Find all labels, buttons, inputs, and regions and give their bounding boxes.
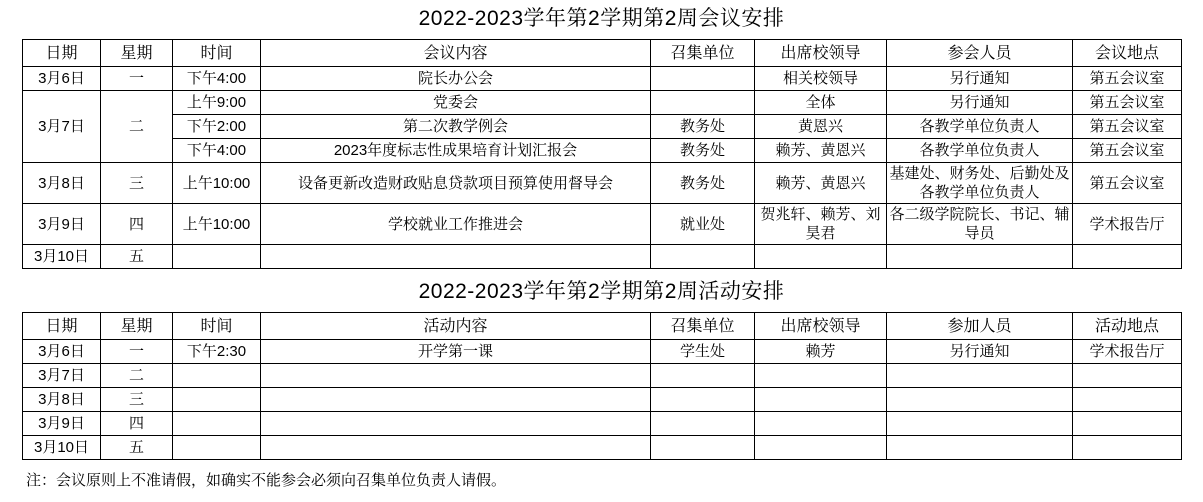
- cell-leaders: [755, 364, 887, 388]
- cell-date: 3月9日: [23, 412, 101, 436]
- table-row: [23, 340, 1182, 364]
- column-header-participants: 参会人员: [887, 40, 1073, 67]
- cell-location: [1073, 364, 1182, 388]
- column-header-time: 时间: [173, 40, 261, 67]
- cell-leaders: [755, 436, 887, 460]
- cell-content: [261, 436, 651, 460]
- cell-organizer: [651, 67, 755, 91]
- cell-date: 3月8日: [23, 163, 101, 204]
- cell-leaders: 全体: [755, 91, 887, 115]
- cell-content: [261, 412, 651, 436]
- cell-leaders: [755, 388, 887, 412]
- column-header-location: 会议地点: [1073, 40, 1182, 67]
- cell-participants: [887, 412, 1073, 436]
- cell-organizer: [651, 436, 755, 460]
- cell-location: 第五会议室: [1073, 163, 1182, 204]
- cell-date: 3月10日: [23, 436, 101, 460]
- column-header-organizer: 召集单位: [651, 40, 755, 67]
- table-row: [23, 91, 1182, 115]
- column-header-date: 日期: [23, 40, 101, 67]
- cell-leaders: [755, 412, 887, 436]
- cell-weekday: 四: [101, 412, 173, 436]
- cell-location: 第五会议室: [1073, 91, 1182, 115]
- cell-time: [173, 436, 261, 460]
- column-header-participants: 参加人员: [887, 313, 1073, 340]
- column-header-organizer: 召集单位: [651, 313, 755, 340]
- cell-weekday: 三: [101, 388, 173, 412]
- cell-location: 第五会议室: [1073, 67, 1182, 91]
- cell-organizer: [651, 91, 755, 115]
- cell-weekday: 五: [101, 245, 173, 269]
- cell-time: 上午10:00: [173, 204, 261, 245]
- cell-organizer: [651, 412, 755, 436]
- cell-location: [1073, 436, 1182, 460]
- cell-participants: 另行通知: [887, 91, 1073, 115]
- cell-date: 3月7日: [23, 364, 101, 388]
- meeting-schedule-table: [22, 39, 1182, 269]
- cell-content: [261, 245, 651, 269]
- cell-leaders: 赖芳、黄恩兴: [755, 139, 887, 163]
- cell-participants: 基建处、财务处、后勤处及各教学单位负责人: [887, 163, 1073, 204]
- table-row: [23, 245, 1182, 269]
- table-row: [23, 388, 1182, 412]
- column-header-location: 活动地点: [1073, 313, 1182, 340]
- meeting-schedule-title: 2022-2023学年第2学期第2周会议安排: [418, 7, 785, 30]
- cell-content: 设备更新改造财政贴息贷款项目预算使用督导会: [261, 163, 651, 204]
- cell-time: 下午2:30: [173, 340, 261, 364]
- cell-location: [1073, 245, 1182, 269]
- cell-time: 下午4:00: [173, 139, 261, 163]
- cell-time: 上午9:00: [173, 91, 261, 115]
- column-header-leaders: 出席校领导: [755, 40, 887, 67]
- table-row: [23, 163, 1182, 204]
- cell-date: 3月6日: [23, 340, 101, 364]
- cell-content: 学校就业工作推进会: [261, 204, 651, 245]
- footer-note: 注：会议原则上不准请假，如确实不能参会必须向召集单位负责人请假。: [26, 472, 507, 489]
- cell-content: 开学第一课: [261, 340, 651, 364]
- cell-date: 3月6日: [23, 67, 101, 91]
- cell-time: [173, 364, 261, 388]
- cell-content: 2023年度标志性成果培育计划汇报会: [261, 139, 651, 163]
- cell-participants: 另行通知: [887, 340, 1073, 364]
- cell-leaders: 赖芳、黄恩兴: [755, 163, 887, 204]
- cell-time: [173, 412, 261, 436]
- column-header-content: 活动内容: [261, 313, 651, 340]
- cell-content: [261, 364, 651, 388]
- cell-date: 3月9日: [23, 204, 101, 245]
- column-header-weekday: 星期: [101, 40, 173, 67]
- cell-weekday: 三: [101, 163, 173, 204]
- cell-organizer: 就业处: [651, 204, 755, 245]
- cell-participants: [887, 364, 1073, 388]
- cell-participants: 各二级学院院长、书记、辅导员: [887, 204, 1073, 245]
- cell-weekday: 四: [101, 204, 173, 245]
- cell-content: 党委会: [261, 91, 651, 115]
- cell-location: [1073, 388, 1182, 412]
- cell-location: 学术报告厅: [1073, 340, 1182, 364]
- cell-weekday: 五: [101, 436, 173, 460]
- table-row: [23, 412, 1182, 436]
- cell-leaders: [755, 245, 887, 269]
- cell-organizer: 教务处: [651, 115, 755, 139]
- cell-date: 3月7日: [23, 91, 101, 163]
- cell-date: 3月8日: [23, 388, 101, 412]
- cell-leaders: 贺兆轩、赖芳、刘昊君: [755, 204, 887, 245]
- cell-content: 第二次教学例会: [261, 115, 651, 139]
- cell-participants: [887, 245, 1073, 269]
- cell-content: [261, 388, 651, 412]
- table-row: [23, 67, 1182, 91]
- activity-schedule-table: [22, 312, 1182, 460]
- cell-weekday: 二: [101, 91, 173, 163]
- column-header-time: 时间: [173, 313, 261, 340]
- cell-organizer: 学生处: [651, 340, 755, 364]
- cell-participants: 各教学单位负责人: [887, 139, 1073, 163]
- cell-organizer: [651, 388, 755, 412]
- cell-location: 学术报告厅: [1073, 204, 1182, 245]
- column-header-leaders: 出席校领导: [755, 313, 887, 340]
- cell-organizer: [651, 364, 755, 388]
- cell-time: 下午2:00: [173, 115, 261, 139]
- cell-location: 第五会议室: [1073, 115, 1182, 139]
- table-header-row: [23, 40, 1182, 67]
- cell-participants: 另行通知: [887, 67, 1073, 91]
- cell-organizer: [651, 245, 755, 269]
- cell-time: [173, 388, 261, 412]
- cell-weekday: 二: [101, 364, 173, 388]
- table-row: [23, 364, 1182, 388]
- cell-location: 第五会议室: [1073, 139, 1182, 163]
- table-row: [23, 204, 1182, 245]
- cell-leaders: 黄恩兴: [755, 115, 887, 139]
- cell-participants: [887, 388, 1073, 412]
- cell-location: [1073, 412, 1182, 436]
- table-header-row: [23, 313, 1182, 340]
- column-header-weekday: 星期: [101, 313, 173, 340]
- cell-weekday: 一: [101, 67, 173, 91]
- cell-time: 上午10:00: [173, 163, 261, 204]
- cell-organizer: 教务处: [651, 139, 755, 163]
- table-row: [23, 436, 1182, 460]
- cell-leaders: 赖芳: [755, 340, 887, 364]
- document-page: [0, 6, 1203, 502]
- cell-time: 下午4:00: [173, 67, 261, 91]
- column-header-content: 会议内容: [261, 40, 651, 67]
- cell-participants: 各教学单位负责人: [887, 115, 1073, 139]
- cell-content: 院长办公会: [261, 67, 651, 91]
- cell-time: [173, 245, 261, 269]
- cell-date: 3月10日: [23, 245, 101, 269]
- cell-leaders: 相关校领导: [755, 67, 887, 91]
- table-row: [23, 115, 1182, 139]
- activity-schedule-title: 2022-2023学年第2学期第2周活动安排: [418, 280, 785, 303]
- column-header-date: 日期: [23, 313, 101, 340]
- cell-organizer: 教务处: [651, 163, 755, 204]
- table-row: [23, 139, 1182, 163]
- cell-participants: [887, 436, 1073, 460]
- cell-weekday: 一: [101, 340, 173, 364]
